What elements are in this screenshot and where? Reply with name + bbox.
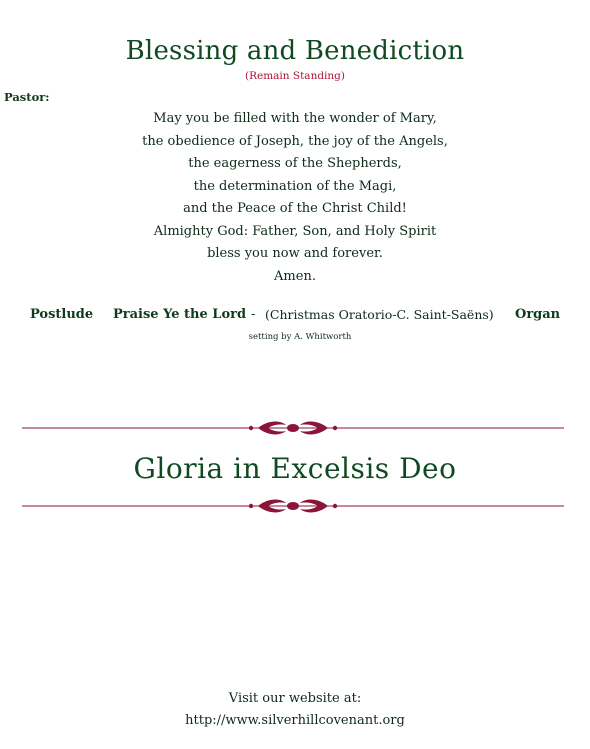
blessing-line: Amen. [274,268,316,284]
postlude-label: Postlude [30,307,94,322]
blessing-line: the eagerness of the Shepherds, [188,156,402,171]
ornamental-divider-top [22,418,564,438]
postlude-source: (Christmas Oratorio-C. Saint-Saëns) [265,307,494,322]
blessing-line: bless you now and forever. [207,246,383,261]
postlude-instrument: Organ [515,307,561,322]
section-subtitle: (Remain Standing) [245,70,345,82]
blessing-line: the determination of the Magi, [193,178,397,194]
closing-heading: Gloria in Excelsis Deo [133,452,457,485]
ornamental-divider-bottom [22,496,564,516]
blessing-line: and the Peace of the Christ Child! [183,201,407,216]
blessing-line: May you be filled with the wonder of Mary, [153,111,437,126]
postlude-dash: - [251,307,256,322]
postlude-title: Praise Ye the Lord [113,307,247,322]
postlude-setting: setting by A. Whitworth [248,332,352,342]
speaker-label: Pastor: [4,90,50,104]
blessing-line: the obedience of Joseph, the joy of the Angels, [142,133,448,149]
blessing-line: Almighty God: Father, Son, and Holy Spirit [153,223,437,239]
website-link[interactable]: http://www.silverhillcovenant.org [185,713,405,728]
footer-invite: Visit our website at: [228,691,362,706]
footer [0,688,590,732]
section-title: Blessing and Benediction [125,36,465,66]
blessing-text [0,108,590,288]
